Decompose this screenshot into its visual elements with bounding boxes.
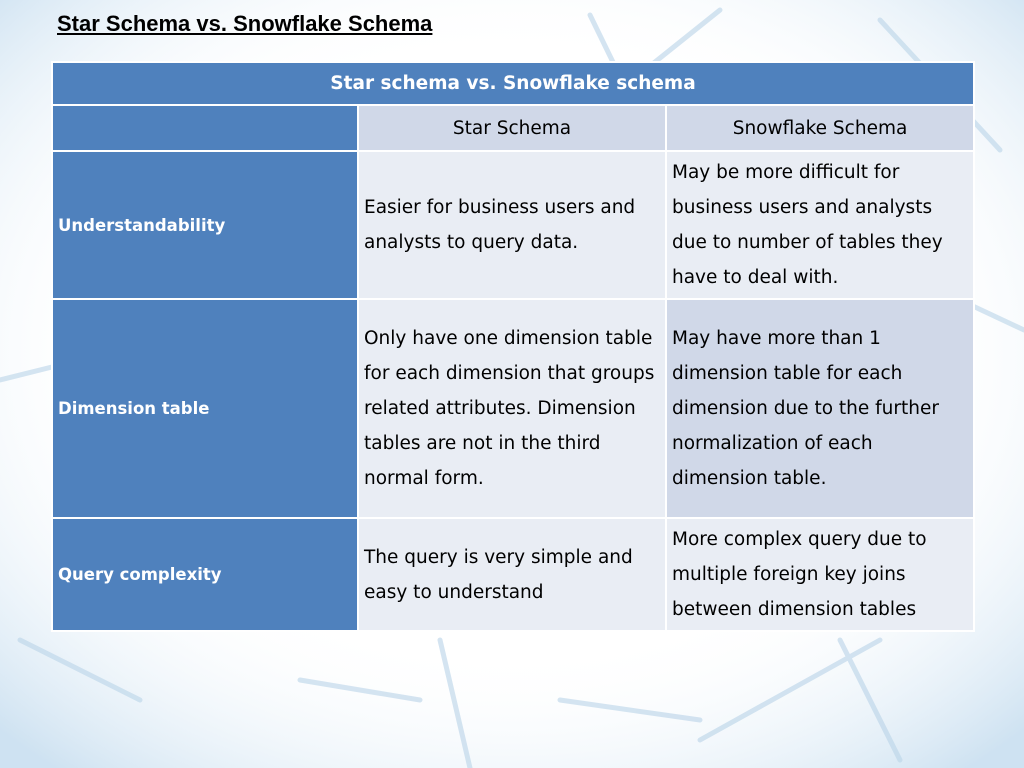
cell-snowflake-query-complexity: More complex query due to multiple foreign key joins between dimension tables xyxy=(666,518,974,631)
column-header-empty xyxy=(52,105,358,151)
column-header-snowflake: Snowflake Schema xyxy=(666,105,974,151)
table-caption: Star schema vs. Snowflake schema xyxy=(52,62,974,105)
table-row xyxy=(52,299,974,518)
column-header-row xyxy=(52,105,974,151)
cell-star-dimension-table: Only have one dimension table for each dimension that groups related attributes. Dimension tables are not in the third normal form. xyxy=(358,299,666,518)
table-row xyxy=(52,518,974,631)
cell-snowflake-understandability: May be more difficult for business users and analysts due to number of tables they have to deal with. xyxy=(666,151,974,299)
table-caption-row xyxy=(52,62,974,105)
cell-star-query-complexity: The query is very simple and easy to understand xyxy=(358,518,666,631)
row-header-query-complexity: Query complexity xyxy=(52,518,358,631)
slide-title: Star Schema vs. Snowflake Schema xyxy=(57,11,433,36)
table-row xyxy=(52,151,974,299)
cell-star-understandability: Easier for business users and analysts to query data. xyxy=(358,151,666,299)
row-header-dimension-table: Dimension table xyxy=(52,299,358,518)
comparison-table xyxy=(51,61,975,632)
column-header-star: Star Schema xyxy=(358,105,666,151)
row-header-understandability: Understandability xyxy=(52,151,358,299)
cell-snowflake-dimension-table: May have more than 1 dimension table for each dimension due to the further normalization of each dimension table. xyxy=(666,299,974,518)
